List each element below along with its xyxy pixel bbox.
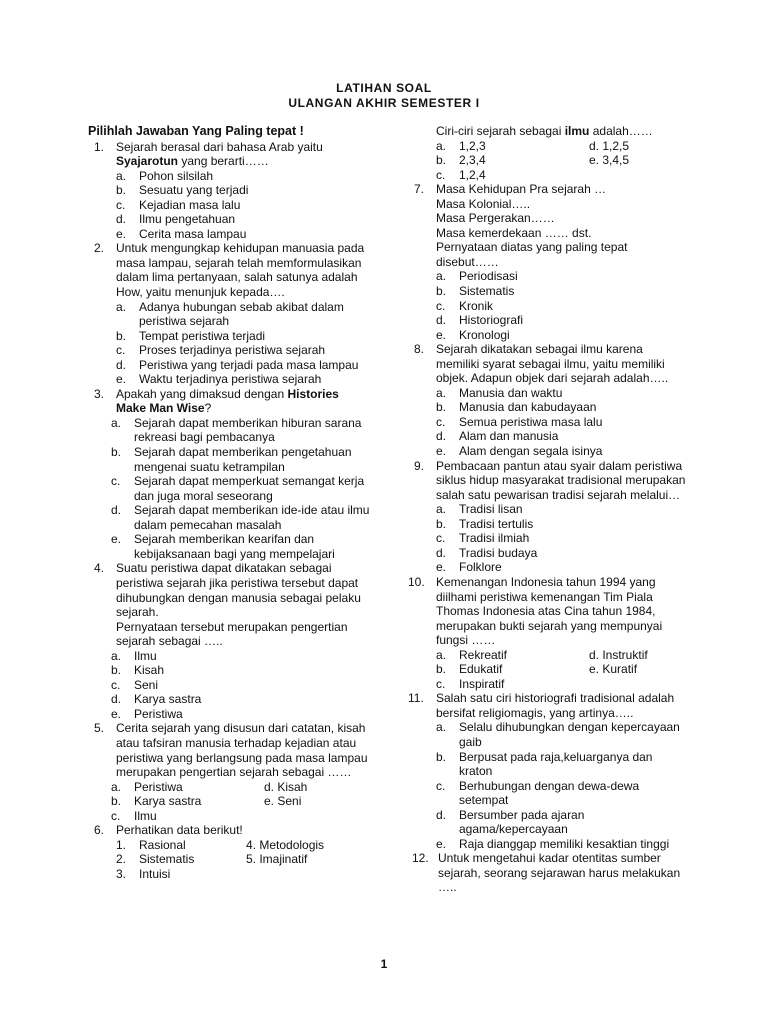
option-e[interactable] — [111, 532, 370, 561]
option-text: Historiografi — [459, 313, 524, 328]
option-letter: e. — [116, 372, 127, 387]
option-letter: c. — [436, 778, 446, 793]
option-letter: a. — [436, 647, 447, 662]
title-line-2: ULANGAN AKHIR SEMESTER I — [288, 96, 480, 110]
question-text-1: Masa Kehidupan Pra sejarah … — [436, 182, 607, 197]
question-text-before: Ciri-ciri sejarah sebagai — [436, 124, 565, 138]
option-d[interactable] — [436, 313, 688, 328]
question-text: Pembacaan pantun atau syair dalam peristiwa siklus hidup masyarakat tradisional merupakan salah satu pewarisan tradisi sejarah melalui… — [436, 458, 686, 502]
option-letter: a. — [436, 138, 447, 153]
question-text-5: Pernyataan diatas yang paling tepat disebut…… — [436, 240, 628, 269]
option-letter: a. — [111, 648, 122, 663]
question-number: 3. — [94, 386, 105, 401]
question-text: Sejarah dikatakan sebagai ilmu karena memiliki syarat sebagai ilmu, yaitu memiliki objek. Adapun objek dari sejarah adalah….. — [436, 342, 669, 386]
option-c[interactable] — [436, 415, 688, 430]
question-text-after: yang berarti…… — [178, 154, 269, 169]
option-d[interactable] — [436, 808, 688, 837]
option-b[interactable] — [436, 400, 688, 415]
question-8 — [408, 342, 688, 458]
question-text-2: Masa Kolonial….. — [436, 196, 531, 211]
question-text-before: Apakah yang dimaksud dengan — [116, 386, 288, 401]
option-e[interactable] — [436, 444, 688, 459]
option-e[interactable] — [436, 837, 688, 852]
option-text: Alam dengan segala isinya — [459, 444, 603, 459]
option-text: Folklore — [459, 560, 502, 575]
option-letter: a. — [111, 415, 122, 430]
title-line-1: LATIHAN SOAL — [336, 81, 432, 95]
option-a[interactable] — [436, 502, 688, 517]
option-text: Rekreatif — [459, 647, 508, 662]
option-c[interactable] — [436, 677, 688, 692]
option-c[interactable] — [436, 531, 688, 546]
question-text-3: Masa Pergerakan…… — [436, 211, 555, 226]
option-b[interactable] — [111, 445, 370, 474]
item-text-5: 5. Imajinatif — [246, 852, 308, 867]
option-text-e: e. Kuratif — [589, 662, 638, 677]
option-d[interactable] — [111, 503, 370, 532]
option-list — [436, 139, 688, 183]
option-text: Inspiratif — [459, 676, 505, 691]
option-text: Manusia dan kabudayaan — [459, 400, 597, 415]
option-a[interactable] — [116, 169, 370, 184]
option-letter: b. — [436, 400, 447, 415]
option-text: Edukatif — [459, 662, 503, 677]
question-5 — [88, 721, 370, 823]
option-letter: e. — [116, 226, 127, 241]
option-b[interactable] — [116, 183, 370, 198]
option-letter: e. — [436, 836, 447, 851]
option-list — [111, 416, 370, 561]
option-text: Proses terjadinya peristiwa sejarah — [139, 343, 326, 358]
option-c[interactable] — [436, 779, 688, 808]
left-column — [88, 124, 370, 881]
question-number: 1. — [94, 139, 105, 154]
option-a[interactable] — [436, 386, 688, 401]
option-c[interactable] — [436, 168, 688, 183]
question-7 — [408, 182, 688, 342]
bold-term: ilmu — [564, 124, 590, 138]
question-number: 11. — [408, 691, 424, 706]
option-letter: d. — [111, 503, 122, 518]
option-text: Sejarah dapat memperkuat semangat kerja dan juga moral seseorang — [134, 474, 365, 503]
page-number: 1 — [380, 957, 388, 971]
option-letter: b. — [436, 284, 447, 299]
option-letter: b. — [436, 516, 447, 531]
option-a[interactable] — [436, 269, 688, 284]
question-text: Cerita sejarah yang disusun dari catatan, kisah atau tafsiran manusia terhadap kejadian atau peristiwa yang berlangsung pada masa lampau merupakan pengertian sejarah sebagai …… — [116, 721, 368, 780]
option-text: Tradisi ilmiah — [459, 531, 530, 546]
option-letter: c. — [436, 531, 446, 546]
option-letter: c. — [111, 808, 121, 823]
question-text: Salah satu ciri historiografi tradisional adalah bersifat religiomagis, yang artinya….. — [436, 691, 675, 720]
data-row-3 — [116, 867, 370, 882]
bold-term: Histories Make Man Wise — [116, 386, 339, 416]
option-text: Peristiwa — [134, 779, 183, 794]
option-c[interactable] — [111, 809, 370, 824]
option-text-d: d. Instruktif — [589, 647, 648, 662]
instruction: Pilihlah Jawaban Yang Paling tepat ! — [88, 124, 304, 138]
option-text: Kejadian masa lalu — [139, 197, 241, 212]
option-text-d: d. Kisah — [264, 779, 308, 794]
option-letter: d. — [116, 357, 127, 372]
option-row-b-e[interactable] — [436, 662, 688, 677]
option-text-d: d. 1,2,5 — [589, 138, 630, 153]
option-d[interactable] — [116, 358, 370, 373]
option-d[interactable] — [111, 692, 370, 707]
question-text-2 — [116, 154, 370, 169]
question-6 — [88, 823, 370, 881]
question-text: Kemenangan Indonesia tahun 1994 yang diilhami peristiwa kemenangan Tim Piala Thomas Indonesia atas Cina tahun 1984, merupakan bukti sejarah yang mempunyai fungsi …… — [436, 574, 663, 648]
option-letter: a. — [436, 385, 447, 400]
option-text: Cerita masa lampau — [139, 226, 247, 241]
question-text — [436, 124, 688, 139]
option-letter: b. — [116, 328, 127, 343]
question-number: 7. — [414, 182, 425, 197]
option-e[interactable] — [436, 560, 688, 575]
option-list — [436, 502, 688, 575]
option-text: Seni — [134, 677, 159, 692]
question-9 — [408, 459, 688, 575]
question-number: 10. — [408, 574, 425, 589]
option-letter: c. — [436, 167, 446, 182]
question-text: Untuk mengungkap kehidupan manuasia pada masa lampau, sejarah telah memformulasikan dalam lima pertanyaan, salah satunya adalah How, yaitu menunjuk kepada…. — [116, 241, 365, 300]
option-text: Peristiwa yang terjadi pada masa lampau — [139, 357, 359, 372]
option-text: Sejarah dapat memberikan ide-ide atau ilmu dalam pemecahan masalah — [134, 503, 370, 532]
question-text-4: Masa kemerdekaan …… dst. — [436, 225, 592, 240]
question-4 — [88, 561, 370, 721]
option-list — [111, 780, 370, 824]
question-12 — [408, 851, 688, 895]
option-letter: b. — [111, 794, 122, 809]
option-text: Ilmu — [134, 648, 157, 663]
item-text: Intuisi — [139, 866, 171, 881]
option-row-b-e[interactable] — [436, 153, 688, 168]
option-row-a-d[interactable] — [111, 780, 370, 795]
option-text: Alam dan manusia — [459, 429, 559, 444]
question-11 — [408, 691, 688, 851]
option-text-e: e. 3,4,5 — [589, 153, 630, 168]
option-letter: d. — [116, 212, 127, 227]
option-text: Semua peristiwa masa lalu — [459, 414, 603, 429]
question-text: Perhatikan data berikut! — [116, 823, 243, 838]
option-text: Sejarah memberikan kearifan dan kebijaksanaan bagi yang mempelajari — [134, 532, 335, 561]
option-c[interactable] — [116, 198, 370, 213]
option-text: Kronik — [459, 298, 494, 313]
option-letter: e. — [436, 444, 447, 459]
option-list — [111, 649, 370, 722]
option-c[interactable] — [111, 474, 370, 503]
question-number: 6. — [94, 823, 105, 838]
option-letter: c. — [111, 474, 121, 489]
data-list — [116, 838, 370, 882]
option-text: Raja dianggap memiliki kesaktian tinggi — [459, 836, 670, 851]
question-text-after: ? — [204, 401, 212, 416]
question-6-continued — [408, 124, 688, 182]
option-letter: c. — [116, 343, 126, 358]
option-letter: c. — [436, 414, 446, 429]
option-d[interactable] — [116, 212, 370, 227]
option-text: Sesuatu yang terjadi — [139, 183, 249, 198]
option-letter: b. — [436, 662, 447, 677]
item-number: 1. — [116, 837, 127, 852]
option-text: Selalu dihubungkan dengan kepercayaan gaib — [459, 720, 680, 749]
option-text: Peristiwa — [134, 706, 183, 721]
option-letter: d. — [436, 807, 447, 822]
data-row-2-5 — [116, 852, 370, 867]
option-list — [436, 386, 688, 459]
option-list — [116, 300, 370, 387]
option-e[interactable] — [111, 707, 370, 722]
option-b[interactable] — [436, 750, 688, 779]
option-c[interactable] — [436, 299, 688, 314]
option-e[interactable] — [116, 372, 370, 387]
option-text: Karya sastra — [134, 794, 202, 809]
option-text: 2,3,4 — [459, 153, 486, 168]
question-text — [116, 387, 370, 416]
option-text: Kisah — [134, 663, 165, 678]
option-letter: a. — [116, 168, 127, 183]
option-letter: a. — [436, 269, 447, 284]
option-letter: e. — [111, 706, 122, 721]
option-a[interactable] — [111, 416, 370, 445]
option-text: Tradisi tertulis — [459, 516, 534, 531]
bold-term: Syajarotun — [116, 154, 179, 169]
item-text: Rasional — [139, 837, 186, 852]
option-letter: a. — [436, 720, 447, 735]
question-text: Suatu peristiwa dapat dikatakan sebagai peristiwa sejarah jika peristiwa tersebut dapat dihubungkan dengan manusia sebagai pelaku sejarah. — [116, 561, 361, 620]
option-text: 1,2,4 — [459, 167, 486, 182]
option-text: Sejarah dapat memberikan hiburan sarana rekreasi bagi pembacanya — [134, 415, 362, 445]
option-letter: c. — [436, 676, 446, 691]
option-text-e: e. Seni — [264, 794, 302, 809]
option-text: Karya sastra — [134, 692, 202, 707]
item-number: 3. — [116, 866, 127, 881]
option-row-a-d[interactable] — [436, 139, 688, 154]
question-number: 4. — [94, 561, 105, 576]
option-text: Bersumber pada ajaran agama/kepercayaan — [459, 807, 585, 837]
option-c[interactable] — [111, 678, 370, 693]
option-text: Waktu terjadinya peristiwa sejarah — [139, 372, 322, 387]
option-text: Kronologi — [459, 327, 510, 342]
option-text: Ilmu — [134, 808, 157, 823]
option-letter: e. — [111, 532, 122, 547]
option-text: Pohon silsilah — [139, 168, 214, 183]
option-text: Berhubungan dengan dewa-dewa setempat — [459, 778, 640, 808]
option-letter: a. — [436, 502, 447, 517]
question-number: 12. — [412, 851, 429, 866]
option-letter: d. — [436, 429, 447, 444]
option-b[interactable] — [116, 329, 370, 344]
option-list — [116, 169, 370, 242]
option-text: Sejarah dapat memberikan pengetahuan mengenai suatu ketrampilan — [134, 445, 352, 474]
option-text: Periodisasi — [459, 269, 518, 284]
option-letter: c. — [436, 298, 446, 313]
option-a[interactable] — [436, 720, 688, 749]
option-b[interactable] — [111, 663, 370, 678]
option-letter: d. — [436, 313, 447, 328]
question-text: Untuk mengetahui kadar otentitas sumber sejarah, seorang sejarawan harus melakukan ….. — [438, 851, 681, 895]
option-row-b-e[interactable] — [111, 794, 370, 809]
option-d[interactable] — [436, 429, 688, 444]
option-letter: b. — [111, 445, 122, 460]
option-list — [436, 720, 688, 851]
item-number: 2. — [116, 852, 127, 867]
option-a[interactable] — [111, 649, 370, 664]
option-list — [436, 269, 688, 342]
option-text: Berpusat pada raja,keluarganya dan kraton — [459, 749, 653, 779]
question-10 — [408, 575, 688, 691]
right-column — [408, 124, 688, 895]
option-text: Manusia dan waktu — [459, 385, 563, 400]
option-d[interactable] — [436, 546, 688, 561]
option-b[interactable] — [436, 517, 688, 532]
question-number: 5. — [94, 721, 105, 736]
question-number: 9. — [414, 458, 425, 473]
option-letter: b. — [116, 183, 127, 198]
item-text: Sistematis — [139, 852, 195, 867]
question-1 — [88, 140, 370, 242]
option-list — [436, 648, 688, 692]
option-letter: e. — [436, 327, 447, 342]
option-text: Ilmu pengetahuan — [139, 212, 236, 227]
question-text: Sejarah berasal dari bahasa Arab yaitu — [116, 139, 323, 154]
option-letter: a. — [116, 299, 127, 314]
question-number: 2. — [94, 241, 105, 256]
option-text: Adanya hubungan sebab akibat dalam peristiwa sejarah — [139, 299, 344, 329]
question-text-after: adalah…… — [589, 124, 653, 138]
option-e[interactable] — [116, 227, 370, 242]
question-3 — [88, 387, 370, 562]
option-letter: d. — [436, 545, 447, 560]
option-letter: c. — [116, 197, 126, 212]
option-letter: b. — [436, 153, 447, 168]
data-row-1-4 — [116, 838, 370, 853]
option-letter: e. — [436, 560, 447, 575]
option-letter: c. — [111, 677, 121, 692]
option-text: Tradisi budaya — [459, 545, 538, 560]
option-letter: a. — [111, 779, 122, 794]
item-text-4: 4. Metodologis — [246, 837, 325, 852]
option-text: Tradisi lisan — [459, 502, 523, 517]
option-row-a-d[interactable] — [436, 648, 688, 663]
option-letter: b. — [436, 749, 447, 764]
option-e[interactable] — [436, 328, 688, 343]
option-text: 1,2,3 — [459, 138, 486, 153]
option-letter: d. — [111, 692, 122, 707]
option-letter: b. — [111, 663, 122, 678]
option-text: Sistematis — [459, 284, 515, 299]
option-b[interactable] — [436, 284, 688, 299]
option-c[interactable] — [116, 343, 370, 358]
option-a[interactable] — [116, 300, 370, 329]
question-text-2: Pernyataan tersebut merupakan pengertian sejarah sebagai ….. — [116, 619, 348, 649]
option-text: Tempat peristiwa terjadi — [139, 328, 266, 343]
question-number: 8. — [414, 342, 425, 357]
question-2 — [88, 241, 370, 386]
